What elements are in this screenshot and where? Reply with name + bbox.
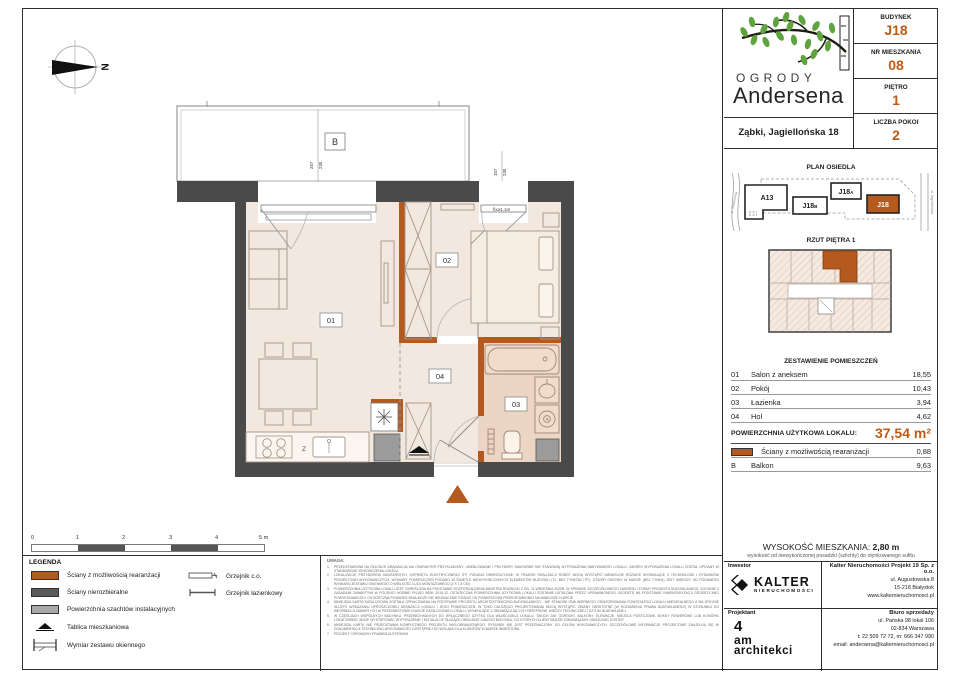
total-area-label: POWIERZCHNIA UŻYTKOWA LOKALU: [731, 429, 857, 437]
svg-text:J18B: J18B [802, 203, 818, 210]
investor-block [728, 563, 818, 596]
legend-item-radiator-bath: Grzejnik łazienkowy [188, 588, 282, 598]
room-label-lazienka: 03 [511, 400, 521, 409]
total-area-row [731, 423, 931, 444]
info-rooms: LICZBA POKOI 2 [873, 119, 919, 143]
washer-label: P [545, 417, 550, 421]
building-j18-highlighted [867, 195, 899, 213]
scale-bar [31, 535, 291, 552]
compass-north-icon [41, 31, 115, 105]
brand-name-line1: OGRODY [736, 71, 817, 85]
kitchen [246, 432, 369, 462]
building-j18b [793, 197, 827, 214]
apartment-height-note: wysokość od niewykończonej posadzki (szlichty) do otynkowanego sufitu [747, 553, 915, 559]
info-sidebar [724, 9, 938, 671]
investor-website[interactable]: www.kalternieruchomosci.pl [867, 593, 934, 599]
site-plan-title: PLAN OSIEDLA [806, 164, 856, 171]
street-right-label: ul. Jagiellońska [930, 189, 934, 215]
table-row: 01 Salon z aneksem 18,55 [731, 367, 931, 381]
note-item: 5. W CZĘŚCIACH WSPÓLNYCH BUDYNKU, PRZEWIDYWANYCH DO WYŁĄCZNEGO UŻYTKU DLA WŁAŚCICIELA LOKALU, TAKICH JAK OGRÓDKI, BALKONY, ELEWACJE, MIEJSCA POSTOJOWE, BOKSY ROWEROWE LUB KOMÓRKI LOKATORSKIE, MOŻE WYSTĘPOWAĆ WYPOSAŻENIE I INSTALACJE SŁUŻĄCE OBSŁUDZE CAŁEGO BUDYNKU, DO KTÓRYCH KLIENT BĘDZIE ZOBOWIĄZANY UMOŻLIWIĆ DOSTĘP. [327, 613, 719, 623]
investor-label: Inwestor [728, 563, 752, 569]
note-item: 3. POWIERZCHNIA UŻYTKOWA LOKALU JEST OKREŚLONA NA PODSTAWIE ROZPORZĄDZENIA MINISTRA ROZWOJU Z DN. 11 WRZEŚNIA 2020R. W SPRAWIE SZCZEGÓŁOWEGO ZAKRESU I FORMY PROJEKTU BUDOWLANEGO, ZGODNIE Z ZASADAMI ZAWARTYMI W POLSKIEJ NORMIE PN-ISO 9836: 2015-12. OSTATECZNA POWIERZCHNIA UŻYTKOWA LOKALU ZOSTANIE USTALONA PRZEZ UPRAWNIONEGO GEODETĘ NA PODSTAWIE INWENTARYZACJI GEODEZYJNEJ POWYKONAWCZEJ. OSTATECZNA POWIERZCHNIA MOŻE SIĘ NIEZNACZNIE RÓŻNIĆ OD POWIERZCHNI PRZEDSTAWIONEJ NA NINIEJSZEJ KARCIE. [327, 586, 719, 600]
svg-text:257: 257 [309, 161, 314, 169]
room-label-pokoj: 02 [442, 256, 452, 265]
apartment-height-value: 2,80 m [872, 542, 900, 552]
street-left-label: ul. Andersena [729, 191, 739, 214]
rooms-table [731, 367, 931, 472]
brand-tree-icon [728, 12, 852, 72]
note-item: 2. LOKALIZACJE PRZYBORÓW SANITARNYCH, OSPRZĘTU ELEKTRYCZNEGO ITP. PODANO ORIENTACYJNIE. W TRAKCIE REALIZACJI ROBÓT MOGĄ WYSTĄPIĆ NIEWIELKIE RÓŻNICE WYNIKAJĄCE Z TECHNOLOGII I RYSUNKÓW PROJEKTOWO-WYKONAWCZYCH. WYMIARY POMIESZCZEŃ PODANO W ŚWIETLE NIEWYKOŃCZONYCH ELEMENTÓW BUDYNKU (TJ. BEZ TYNKÓW ITP.). OTWÓR OKIENNY W MURZE (BEZ TYNKU) JEST WIĘKSZY OD PODANEGO WYMIARU ZESTAWU OKIENNEGO O WIELKOŚĆ LUZU MONTAŻOWEGO (2 X 1,5 CM). [327, 573, 719, 587]
sales-email[interactable]: email: andersena@kalternieruchomosci.pl [833, 642, 934, 648]
svg-text:A13: A13 [760, 195, 774, 202]
legend-title: LEGENDA [29, 559, 62, 566]
svg-text:107: 107 [493, 168, 498, 176]
balcony [177, 101, 469, 181]
kalter-logo: KALTER NIERUCHOMOŚCI [730, 574, 818, 596]
ventilation-fan-icon [371, 403, 398, 431]
svg-text:J18: J18 [877, 202, 889, 209]
rearr-walls-row: Ściany z możliwością rearanżacji 0,88 [731, 444, 931, 458]
floor-overview-map [760, 247, 900, 337]
building-j18a [831, 183, 861, 199]
info-apartment-number: NR MIESZKANIA 08 [854, 44, 938, 79]
footer-divider [23, 555, 723, 556]
shaft-swatch [31, 605, 59, 614]
kalter-diamond-icon [730, 574, 750, 596]
svg-text:230: 230 [318, 161, 323, 169]
radiator-bath-icon [188, 588, 218, 598]
balcony-row: B Balkon 9,63 [731, 458, 931, 472]
designer-logo: 4 am architekci [734, 618, 793, 657]
entrance-marker [446, 485, 469, 503]
compass-north-label: N [98, 63, 110, 71]
scale-bar-ticks: 0 1 2 3 4 5 m [31, 535, 269, 541]
note-item: 1. PRZEDSTAWIONA NA RZUTACH ARANŻACJA MA CHARAKTER PRZYKŁADOWY. UMEBLOWANIE I PRZYBORY SANITARNE NIE STANOWIĄ WYPOSAŻENIA NABYWANEGO LOKALU. ZAKRES WYPOSAŻENIA LOKALU ZOSTAŁ OPISANY W STANDARDZIE WYKOŃCZENIA LOKALU. [327, 564, 719, 573]
solid-wall-swatch [31, 588, 59, 597]
board-icon [31, 622, 59, 632]
info-floor: PIĘTRO 1 [854, 79, 938, 114]
svg-text:230: 230 [502, 168, 507, 176]
room-label-salon: 01 [326, 316, 336, 325]
building-a13 [745, 185, 787, 219]
notes-block [327, 558, 719, 636]
table-row: 02 Pokój 10,43 [731, 381, 931, 395]
sidebar-divider [722, 9, 723, 671]
project-address: Ząbki, Jagiellońska 18 [738, 127, 839, 138]
total-area-value: 37,54 m² [874, 425, 931, 441]
apartment-card [22, 8, 938, 670]
note-item: 4. NINIEJSZA KARTA KATALOGOWA ZOSTAŁA OPRACOWANA NA PODSTAWIE PROJEKTU ARCHITEKTONICZNO-BUDOWLANEGO - NIE STANOWI ONA WIERNEGO ODWZOROWANIA POWSTAŁEGO LOKALU MIESZKALNEGO A MA JEDYNIE SŁUŻYĆ WSKAZANIU UPROSZCZONEJ ARANŻACJI LOKALU I JEGO POMIESZCZEŃ. W TOKU DALSZEGO PROJEKTOWANIA MOGĄ WYSTĄPIĆ ZMIANY NIEISTOTNE (W ROZUMIENIU PRAWA BUDOWLANEGO) W STOSUNKU DO INFORMACJI ZAWARTYCH W PRZEDMIOTOWEJ KARCIE KATALOGOWEJ LOKALU, WYNIKAJĄCE Z OBOWIĄZUJĄCYCH PRZEPISÓW, WIEDZY TECHNICZNEJ I SZTUKI BUDOWLANEJ. [327, 600, 719, 614]
apartment-height: WYSOKOŚĆ MIESZKANIA: 2,80 m [762, 542, 900, 552]
room-label-hol: 04 [435, 372, 445, 381]
info-building: BUDYNEK J18 [854, 9, 938, 44]
sales-office-label: Biuro sprzedaży [889, 610, 934, 616]
legend-divider [320, 555, 321, 671]
legend-item-shaft: Powierzchnia szachtów instalacyjnych [31, 605, 175, 614]
legend-item-radiator-co: Grzejnik c.o. [188, 571, 262, 581]
investor-contact: Kalter Nieruchomości Projekt 19 Sp. z o.o. ul. Augustowska 8 15-218 Białystok www.kalternieruchomosci.pl [824, 563, 934, 599]
rooms-table-title: ZESTAWIENIE POMIESZCZEŃ [784, 358, 878, 365]
rearr-wall-swatch [31, 571, 59, 580]
site-plan-map [725, 173, 938, 231]
balcony-label: B [331, 137, 339, 147]
note-item: 7. PROJEKT CHRONIONY PRAWEM AUTORSKIM. [327, 631, 410, 636]
svg-text:J18A: J18A [838, 189, 854, 196]
legend-item-solid: Ściany nierozbieralne [31, 588, 128, 597]
legend-item-window-dim: Wymiar zestawu okiennego [31, 638, 145, 652]
apartment-info-panel [854, 9, 938, 148]
legend-item-rearr: Ściany z możliwością rearanżacji [31, 571, 160, 580]
scale-bar-segments [31, 544, 265, 552]
designer-label: Projektant [728, 610, 756, 616]
designer-block [728, 610, 818, 658]
window-dimension-icon [31, 638, 59, 652]
table-row: 04 Hol 4,62 [731, 409, 931, 423]
rearr-wall-swatch [731, 448, 753, 456]
legend-item-board: Tablica mieszkaniowa [31, 622, 129, 632]
floor-plan [141, 71, 661, 521]
floor-overview-title: RZUT PIĘTRA 1 [806, 237, 856, 244]
note-item: 6. NINIEJSZA KARTA NIE PRZEDSTAWIA KOMPLETNEGO PROJEKTU WIELOBRANŻOWEGO. RYSUNEK NIE JEST PRZEZNACZONY DO CELÓW WYKONAWCZYCH. SZCZEGÓŁOWE INFORMACJE PROJEKTOWE ZNAJDUJĄ SIĘ W DOKUMENTACJI TECHNICZNO-WYKONAWCZEJ DOSTĘPNEJ DO WGLĄDU DLA KLIENTÓW W BIURZE INWESTORA. [327, 622, 719, 632]
sales-office-block: Biuro sprzedaży ul. Pańska 98 lokal 106 02-834 Warszawa t: 22 509 72 72, m: 666 347 990 email: andersena@kalternieruchomosci.pl [824, 610, 934, 648]
sink-label: Z [302, 446, 306, 453]
notes-title: UWAGA: [327, 558, 345, 563]
radiator-co-icon [188, 571, 218, 581]
brand-name-line2: Andersena [733, 83, 844, 108]
sales-phones: t: 22 509 72 72, m: 666 347 990 [857, 634, 934, 640]
fix-height-label: fix≥1,1m [493, 207, 511, 212]
table-row: 03 Łazienka 3,94 [731, 395, 931, 409]
